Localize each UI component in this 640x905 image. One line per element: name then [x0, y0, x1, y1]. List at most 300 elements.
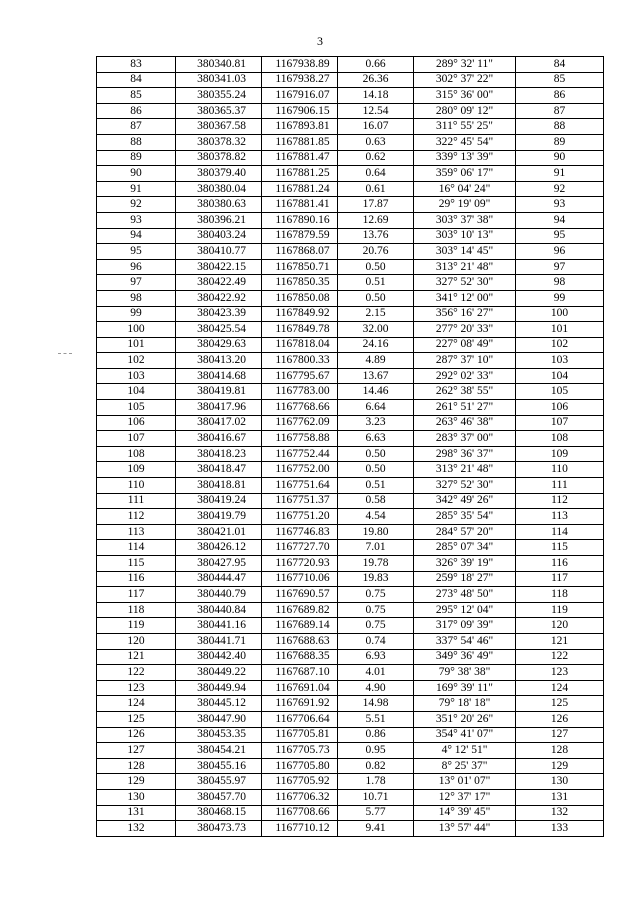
next-point-cell: 103	[516, 353, 604, 369]
bearing-cell: 287° 37' 10"	[414, 353, 516, 369]
y-coordinate-cell: 1167890.16	[262, 212, 338, 228]
next-point-cell: 99	[516, 290, 604, 306]
table-row	[97, 88, 604, 104]
x-coordinate-cell: 380422.92	[176, 290, 262, 306]
next-point-cell: 132	[516, 805, 604, 821]
distance-cell: 4.89	[338, 353, 414, 369]
y-coordinate-cell: 1167906.15	[262, 103, 338, 119]
next-point-cell: 119	[516, 602, 604, 618]
table-row	[97, 618, 604, 634]
bearing-cell: 303° 10' 13"	[414, 228, 516, 244]
x-coordinate-cell: 380378.82	[176, 150, 262, 166]
y-coordinate-cell: 1167879.59	[262, 228, 338, 244]
y-coordinate-cell: 1167938.89	[262, 57, 338, 73]
distance-cell: 13.76	[338, 228, 414, 244]
distance-cell: 0.50	[338, 462, 414, 478]
x-coordinate-cell: 380440.79	[176, 587, 262, 603]
bearing-cell: 16° 04' 24"	[414, 181, 516, 197]
y-coordinate-cell: 1167727.70	[262, 540, 338, 556]
point-number-cell: 106	[97, 415, 176, 431]
y-coordinate-cell: 1167938.27	[262, 72, 338, 88]
distance-cell: 0.58	[338, 493, 414, 509]
point-number-cell: 90	[97, 166, 176, 182]
next-point-cell: 86	[516, 88, 604, 104]
point-number-cell: 83	[97, 57, 176, 73]
bearing-cell: 313° 21' 48"	[414, 259, 516, 275]
next-point-cell: 101	[516, 322, 604, 338]
distance-cell: 0.61	[338, 181, 414, 197]
x-coordinate-cell: 380419.24	[176, 493, 262, 509]
distance-cell: 0.86	[338, 727, 414, 743]
next-point-cell: 97	[516, 259, 604, 275]
distance-cell: 14.46	[338, 384, 414, 400]
x-coordinate-cell: 380340.81	[176, 57, 262, 73]
y-coordinate-cell: 1167818.04	[262, 337, 338, 353]
y-coordinate-cell: 1167751.20	[262, 509, 338, 525]
distance-cell: 32.00	[338, 322, 414, 338]
y-coordinate-cell: 1167691.92	[262, 696, 338, 712]
table-row	[97, 119, 604, 135]
y-coordinate-cell: 1167868.07	[262, 244, 338, 260]
next-point-cell: 85	[516, 72, 604, 88]
table-row	[97, 462, 604, 478]
x-coordinate-cell: 380410.77	[176, 244, 262, 260]
bearing-cell: 12° 37' 17"	[414, 789, 516, 805]
point-number-cell: 107	[97, 431, 176, 447]
table-row	[97, 228, 604, 244]
point-number-cell: 96	[97, 259, 176, 275]
distance-cell: 0.62	[338, 150, 414, 166]
table-row	[97, 524, 604, 540]
y-coordinate-cell: 1167850.35	[262, 275, 338, 291]
x-coordinate-cell: 380444.47	[176, 571, 262, 587]
point-number-cell: 91	[97, 181, 176, 197]
y-coordinate-cell: 1167768.66	[262, 400, 338, 416]
x-coordinate-cell: 380422.15	[176, 259, 262, 275]
distance-cell: 12.69	[338, 212, 414, 228]
coordinates-table	[96, 56, 604, 837]
y-coordinate-cell: 1167751.64	[262, 478, 338, 494]
y-coordinate-cell: 1167705.73	[262, 743, 338, 759]
table-row	[97, 415, 604, 431]
x-coordinate-cell: 380422.49	[176, 275, 262, 291]
point-number-cell: 85	[97, 88, 176, 104]
point-number-cell: 110	[97, 478, 176, 494]
y-coordinate-cell: 1167691.04	[262, 680, 338, 696]
y-coordinate-cell: 1167849.78	[262, 322, 338, 338]
bearing-cell: 13° 57' 44"	[414, 821, 516, 837]
next-point-cell: 118	[516, 587, 604, 603]
page-number: 3	[317, 34, 323, 48]
y-coordinate-cell: 1167689.14	[262, 618, 338, 634]
bearing-cell: 295° 12' 04"	[414, 602, 516, 618]
table-row	[97, 337, 604, 353]
y-coordinate-cell: 1167783.00	[262, 384, 338, 400]
distance-cell: 12.54	[338, 103, 414, 119]
y-coordinate-cell: 1167710.12	[262, 821, 338, 837]
point-number-cell: 102	[97, 353, 176, 369]
table-row	[97, 602, 604, 618]
table-row	[97, 478, 604, 494]
x-coordinate-cell: 380417.96	[176, 400, 262, 416]
bearing-cell: 303° 14' 45"	[414, 244, 516, 260]
bearing-cell: 342° 49' 26"	[414, 493, 516, 509]
table-row	[97, 431, 604, 447]
y-coordinate-cell: 1167746.83	[262, 524, 338, 540]
x-coordinate-cell: 380453.35	[176, 727, 262, 743]
table-row	[97, 244, 604, 260]
point-number-cell: 118	[97, 602, 176, 618]
x-coordinate-cell: 380419.81	[176, 384, 262, 400]
point-number-cell: 109	[97, 462, 176, 478]
distance-cell: 0.74	[338, 633, 414, 649]
distance-cell: 0.95	[338, 743, 414, 759]
x-coordinate-cell: 380449.94	[176, 680, 262, 696]
next-point-cell: 104	[516, 368, 604, 384]
bearing-cell: 354° 41' 07"	[414, 727, 516, 743]
distance-cell: 7.01	[338, 540, 414, 556]
point-number-cell: 117	[97, 587, 176, 603]
y-coordinate-cell: 1167881.41	[262, 197, 338, 213]
table-row	[97, 665, 604, 681]
y-coordinate-cell: 1167751.37	[262, 493, 338, 509]
table-row	[97, 821, 604, 837]
distance-cell: 26.36	[338, 72, 414, 88]
point-number-cell: 113	[97, 524, 176, 540]
next-point-cell: 120	[516, 618, 604, 634]
bearing-cell: 285° 07' 34"	[414, 540, 516, 556]
distance-cell: 6.64	[338, 400, 414, 416]
bearing-cell: 273° 48' 50"	[414, 587, 516, 603]
y-coordinate-cell: 1167705.80	[262, 758, 338, 774]
bearing-cell: 298° 36' 37"	[414, 446, 516, 462]
point-number-cell: 103	[97, 368, 176, 384]
y-coordinate-cell: 1167705.92	[262, 774, 338, 790]
table-row	[97, 789, 604, 805]
next-point-cell: 115	[516, 540, 604, 556]
point-number-cell: 89	[97, 150, 176, 166]
point-number-cell: 120	[97, 633, 176, 649]
y-coordinate-cell: 1167708.66	[262, 805, 338, 821]
coordinates-table-container	[96, 56, 604, 837]
bearing-cell: 8° 25' 37"	[414, 758, 516, 774]
distance-cell: 19.78	[338, 556, 414, 572]
table-row	[97, 540, 604, 556]
table-row	[97, 571, 604, 587]
table-row	[97, 743, 604, 759]
bearing-cell: 289° 32' 11"	[414, 57, 516, 73]
y-coordinate-cell: 1167800.33	[262, 353, 338, 369]
distance-cell: 19.80	[338, 524, 414, 540]
bearing-cell: 79° 38' 38"	[414, 665, 516, 681]
x-coordinate-cell: 380365.37	[176, 103, 262, 119]
next-point-cell: 108	[516, 431, 604, 447]
x-coordinate-cell: 380473.73	[176, 821, 262, 837]
x-coordinate-cell: 380455.97	[176, 774, 262, 790]
bearing-cell: 349° 36' 49"	[414, 649, 516, 665]
y-coordinate-cell: 1167881.85	[262, 134, 338, 150]
bearing-cell: 311° 55' 25"	[414, 119, 516, 135]
table-row	[97, 259, 604, 275]
point-number-cell: 132	[97, 821, 176, 837]
table-row	[97, 400, 604, 416]
bearing-cell: 326° 39' 19"	[414, 556, 516, 572]
point-number-cell: 99	[97, 306, 176, 322]
next-point-cell: 131	[516, 789, 604, 805]
point-number-cell: 130	[97, 789, 176, 805]
distance-cell: 0.82	[338, 758, 414, 774]
x-coordinate-cell: 380426.12	[176, 540, 262, 556]
point-number-cell: 119	[97, 618, 176, 634]
point-number-cell: 98	[97, 290, 176, 306]
x-coordinate-cell: 380418.47	[176, 462, 262, 478]
y-coordinate-cell: 1167850.71	[262, 259, 338, 275]
y-coordinate-cell: 1167916.07	[262, 88, 338, 104]
table-row	[97, 587, 604, 603]
point-number-cell: 122	[97, 665, 176, 681]
bearing-cell: 315° 36' 00"	[414, 88, 516, 104]
x-coordinate-cell: 380413.20	[176, 353, 262, 369]
bearing-cell: 29° 19' 09"	[414, 197, 516, 213]
y-coordinate-cell: 1167689.82	[262, 602, 338, 618]
next-point-cell: 91	[516, 166, 604, 182]
bearing-cell: 169° 39' 11"	[414, 680, 516, 696]
table-row	[97, 509, 604, 525]
point-number-cell: 128	[97, 758, 176, 774]
distance-cell: 14.18	[338, 88, 414, 104]
table-row	[97, 368, 604, 384]
next-point-cell: 129	[516, 758, 604, 774]
point-number-cell: 94	[97, 228, 176, 244]
x-coordinate-cell: 380442.40	[176, 649, 262, 665]
distance-cell: 0.75	[338, 618, 414, 634]
bearing-cell: 4° 12' 51"	[414, 743, 516, 759]
y-coordinate-cell: 1167762.09	[262, 415, 338, 431]
distance-cell: 0.64	[338, 166, 414, 182]
next-point-cell: 126	[516, 711, 604, 727]
x-coordinate-cell: 380378.32	[176, 134, 262, 150]
x-coordinate-cell: 380441.16	[176, 618, 262, 634]
x-coordinate-cell: 380380.63	[176, 197, 262, 213]
y-coordinate-cell: 1167881.24	[262, 181, 338, 197]
point-number-cell: 121	[97, 649, 176, 665]
bearing-cell: 259° 18' 27"	[414, 571, 516, 587]
x-coordinate-cell: 380341.03	[176, 72, 262, 88]
bearing-cell: 14° 39' 45"	[414, 805, 516, 821]
next-point-cell: 88	[516, 119, 604, 135]
next-point-cell: 124	[516, 680, 604, 696]
point-number-cell: 97	[97, 275, 176, 291]
next-point-cell: 121	[516, 633, 604, 649]
point-number-cell: 116	[97, 571, 176, 587]
distance-cell: 14.98	[338, 696, 414, 712]
next-point-cell: 114	[516, 524, 604, 540]
point-number-cell: 92	[97, 197, 176, 213]
x-coordinate-cell: 380380.04	[176, 181, 262, 197]
point-number-cell: 123	[97, 680, 176, 696]
bearing-cell: 322° 45' 54"	[414, 134, 516, 150]
table-row	[97, 649, 604, 665]
table-row	[97, 166, 604, 182]
distance-cell: 0.51	[338, 275, 414, 291]
bearing-cell: 341° 12' 00"	[414, 290, 516, 306]
bearing-cell: 263° 46' 38"	[414, 415, 516, 431]
table-row	[97, 556, 604, 572]
table-row	[97, 696, 604, 712]
x-coordinate-cell: 380429.63	[176, 337, 262, 353]
table-row	[97, 197, 604, 213]
table-row	[97, 353, 604, 369]
x-coordinate-cell: 380379.40	[176, 166, 262, 182]
bearing-cell: 339° 13' 39"	[414, 150, 516, 166]
bearing-cell: 277° 20' 33"	[414, 322, 516, 338]
x-coordinate-cell: 380423.39	[176, 306, 262, 322]
point-number-cell: 104	[97, 384, 176, 400]
x-coordinate-cell: 380449.22	[176, 665, 262, 681]
y-coordinate-cell: 1167752.44	[262, 446, 338, 462]
distance-cell: 0.63	[338, 134, 414, 150]
point-number-cell: 84	[97, 72, 176, 88]
x-coordinate-cell: 380468.15	[176, 805, 262, 821]
table-row	[97, 57, 604, 73]
point-number-cell: 100	[97, 322, 176, 338]
bearing-cell: 292° 02' 33"	[414, 368, 516, 384]
x-coordinate-cell: 380403.24	[176, 228, 262, 244]
table-row	[97, 134, 604, 150]
bearing-cell: 351° 20' 26"	[414, 711, 516, 727]
bearing-cell: 317° 09' 39"	[414, 618, 516, 634]
point-number-cell: 126	[97, 727, 176, 743]
point-number-cell: 87	[97, 119, 176, 135]
table-row	[97, 306, 604, 322]
x-coordinate-cell: 380441.71	[176, 633, 262, 649]
distance-cell: 16.07	[338, 119, 414, 135]
next-point-cell: 95	[516, 228, 604, 244]
table-row	[97, 711, 604, 727]
x-coordinate-cell: 380427.95	[176, 556, 262, 572]
next-point-cell: 87	[516, 103, 604, 119]
table-row	[97, 275, 604, 291]
next-point-cell: 111	[516, 478, 604, 494]
bearing-cell: 283° 37' 00"	[414, 431, 516, 447]
y-coordinate-cell: 1167706.64	[262, 711, 338, 727]
point-number-cell: 88	[97, 134, 176, 150]
distance-cell: 2.15	[338, 306, 414, 322]
table-row	[97, 384, 604, 400]
next-point-cell: 128	[516, 743, 604, 759]
x-coordinate-cell: 380457.70	[176, 789, 262, 805]
distance-cell: 20.76	[338, 244, 414, 260]
y-coordinate-cell: 1167758.88	[262, 431, 338, 447]
point-number-cell: 108	[97, 446, 176, 462]
distance-cell: 4.54	[338, 509, 414, 525]
y-coordinate-cell: 1167795.67	[262, 368, 338, 384]
next-point-cell: 122	[516, 649, 604, 665]
y-coordinate-cell: 1167706.32	[262, 789, 338, 805]
table-row	[97, 446, 604, 462]
y-coordinate-cell: 1167893.81	[262, 119, 338, 135]
point-number-cell: 125	[97, 711, 176, 727]
y-coordinate-cell: 1167710.06	[262, 571, 338, 587]
table-row	[97, 805, 604, 821]
x-coordinate-cell: 380440.84	[176, 602, 262, 618]
next-point-cell: 116	[516, 556, 604, 572]
point-number-cell: 111	[97, 493, 176, 509]
table-row	[97, 680, 604, 696]
table-row	[97, 774, 604, 790]
x-coordinate-cell: 380447.90	[176, 711, 262, 727]
next-point-cell: 98	[516, 275, 604, 291]
point-number-cell: 101	[97, 337, 176, 353]
table-row	[97, 727, 604, 743]
distance-cell: 10.71	[338, 789, 414, 805]
distance-cell: 4.01	[338, 665, 414, 681]
point-number-cell: 112	[97, 509, 176, 525]
distance-cell: 0.75	[338, 587, 414, 603]
distance-cell: 0.75	[338, 602, 414, 618]
table-row	[97, 103, 604, 119]
table-row	[97, 758, 604, 774]
x-coordinate-cell: 380421.01	[176, 524, 262, 540]
distance-cell: 5.77	[338, 805, 414, 821]
distance-cell: 4.90	[338, 680, 414, 696]
next-point-cell: 106	[516, 400, 604, 416]
distance-cell: 3.23	[338, 415, 414, 431]
y-coordinate-cell: 1167688.63	[262, 633, 338, 649]
y-coordinate-cell: 1167705.81	[262, 727, 338, 743]
next-point-cell: 117	[516, 571, 604, 587]
bearing-cell: 261° 51' 27"	[414, 400, 516, 416]
distance-cell: 0.51	[338, 478, 414, 494]
distance-cell: 0.50	[338, 259, 414, 275]
point-number-cell: 124	[97, 696, 176, 712]
y-coordinate-cell: 1167688.35	[262, 649, 338, 665]
table-row	[97, 181, 604, 197]
bearing-cell: 313° 21' 48"	[414, 462, 516, 478]
next-point-cell: 123	[516, 665, 604, 681]
bearing-cell: 359° 06' 17"	[414, 166, 516, 182]
distance-cell: 0.50	[338, 446, 414, 462]
x-coordinate-cell: 380367.58	[176, 119, 262, 135]
distance-cell: 0.50	[338, 290, 414, 306]
x-coordinate-cell: 380419.79	[176, 509, 262, 525]
bearing-cell: 227° 08' 49"	[414, 337, 516, 353]
x-coordinate-cell: 380396.21	[176, 212, 262, 228]
table-row	[97, 212, 604, 228]
next-point-cell: 127	[516, 727, 604, 743]
distance-cell: 9.41	[338, 821, 414, 837]
table-row	[97, 633, 604, 649]
next-point-cell: 96	[516, 244, 604, 260]
table-row	[97, 72, 604, 88]
x-coordinate-cell: 380418.23	[176, 446, 262, 462]
bearing-cell: 356° 16' 27"	[414, 306, 516, 322]
table-row	[97, 493, 604, 509]
point-number-cell: 127	[97, 743, 176, 759]
point-number-cell: 129	[97, 774, 176, 790]
point-number-cell: 115	[97, 556, 176, 572]
point-number-cell: 93	[97, 212, 176, 228]
next-point-cell: 112	[516, 493, 604, 509]
next-point-cell: 100	[516, 306, 604, 322]
point-number-cell: 86	[97, 103, 176, 119]
point-number-cell: 105	[97, 400, 176, 416]
table-row	[97, 322, 604, 338]
next-point-cell: 130	[516, 774, 604, 790]
coordinates-table-body	[97, 57, 604, 837]
x-coordinate-cell: 380445.12	[176, 696, 262, 712]
x-coordinate-cell: 380414.68	[176, 368, 262, 384]
